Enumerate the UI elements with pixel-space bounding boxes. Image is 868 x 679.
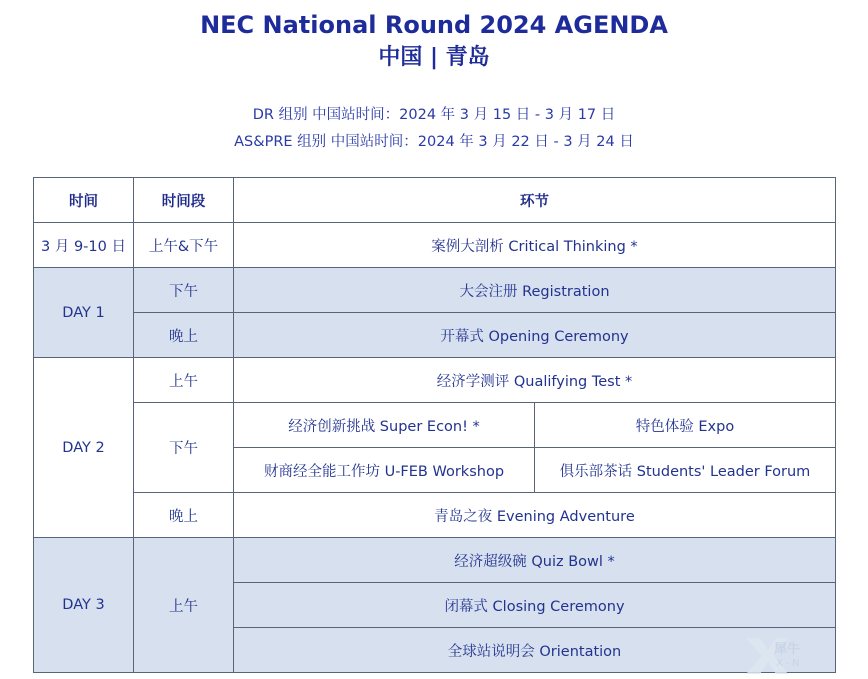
day2-afternoon-event-cell: 俱乐部茶话 Students' Leader Forum [535,448,836,493]
watermark-subtext: X-N [776,658,803,669]
day3-morning-cell: 上午 [134,538,234,673]
watermark-text: 犀牛 [774,642,801,657]
day2-afternoon-event-cell: 特色体验 Expo [535,403,836,448]
day1-label-cell: DAY 1 [34,268,134,358]
location-subtitle: 中国 | 青岛 [378,45,490,70]
dr-schedule-text: DR 组别 中国站时间：2024 年 3 月 15 日 - 3 月 17 日 [252,107,616,123]
day2-afternoon-cell: 下午 [134,403,234,493]
day1-afternoon-cell: 下午 [134,268,234,313]
day2-evening-cell: 晚上 [134,493,234,538]
day3-event-cell: 经济超级碗 Quiz Bowl * [234,538,836,583]
day1-afternoon-event-cell: 大会注册 Registration [234,268,836,313]
pre-date-cell: 3 月 9-10 日 [34,223,134,268]
pre-event-cell: 案例大剖析 Critical Thinking * [234,223,836,268]
day2-label-cell: DAY 2 [34,358,134,538]
day3-event-cell: 全球站说明会 Orientation [234,628,836,673]
table-row [34,403,836,448]
day2-morning-cell: 上午 [134,358,234,403]
day2-evening-event-cell: 青岛之夜 Evening Adventure [234,493,836,538]
day2-afternoon-event-cell: 财商经全能工作坊 U-FEB Workshop [234,448,535,493]
table-row [34,313,836,358]
watermark-logo-icon [742,632,868,679]
header-session: 环节 [234,178,836,223]
agenda-title: NEC National Round 2024 AGENDA [200,11,668,39]
pre-period-cell: 上午&下午 [134,223,234,268]
table-row [34,493,836,538]
as-schedule-text: AS&PRE 组别 中国站时间：2024 年 3 月 22 日 - 3 月 24 日 [234,134,634,150]
agenda-table [33,177,836,673]
header-row [34,178,836,223]
table-row [34,268,836,313]
day3-event-cell: 闭幕式 Closing Ceremony [234,583,836,628]
table-row [34,223,836,268]
day1-evening-cell: 晚上 [134,313,234,358]
day2-afternoon-event-cell: 经济创新挑战 Super Econ! * [234,403,535,448]
day2-morning-event-cell: 经济学测评 Qualifying Test * [234,358,836,403]
table-row [34,358,836,403]
day1-evening-event-cell: 开幕式 Opening Ceremony [234,313,836,358]
header-period: 时间段 [134,178,234,223]
header-time: 时间 [34,178,134,223]
table-row [34,538,836,583]
day3-label-cell: DAY 3 [34,538,134,673]
